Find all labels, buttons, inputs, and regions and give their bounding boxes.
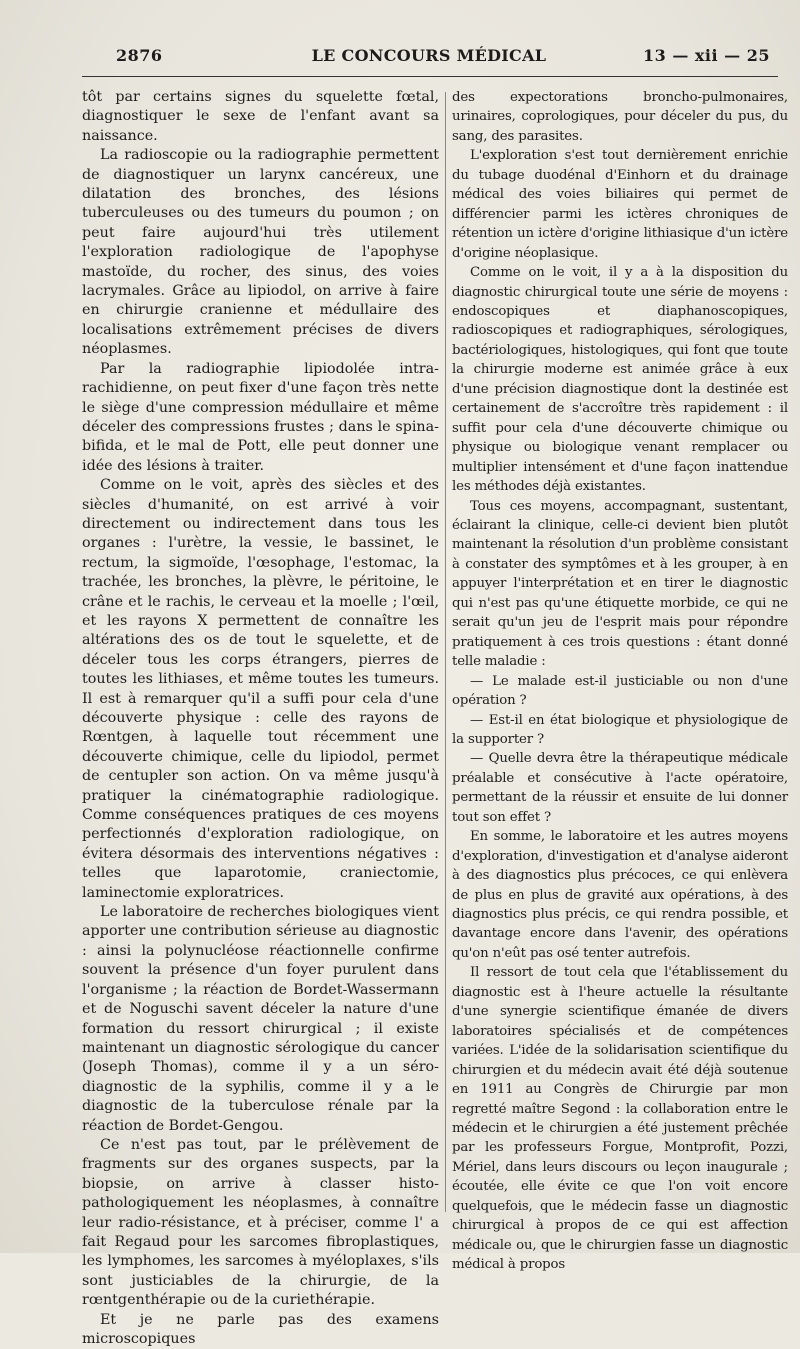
paragraph: tôt par certains signes du squelette fœtal, diagnostiquer le sexe de l'enfant avant sa naissance. (82, 89, 439, 144)
header-rule (82, 76, 778, 77)
paragraph: Tous ces moyens, accompagnant, sustentant, éclairant la clinique, celle-ci devient bien plutôt maintenant la résolution d'un problème consistant à constater des symptômes et à les grouper, à en appuyer l'interprétation et en tirer le diagnostic qui n'est pas qu'une étiquette morbide, ce qui ne serait qu'un jeu de l'esprit mais pour répondre pratiquement à ces trois questions : étant donné telle maladie : (452, 498, 788, 670)
paragraph: — Quelle devra être la thérapeutique médicale préalable et consécutive à l'acte opératoire, permettant de la réussir et ensuite de lui donner tout son effet ? (452, 751, 788, 825)
journal-title: LE CONCOURS MÉDICAL (311, 46, 547, 65)
paragraph: Ce n'est pas tout, par le prélèvement de fragments sur des organes suspects, par la biopsie, on arrive à classer histo-pathologiquement les néoplasmes, à connaître leur radio-résistance, et à préciser, comme l' a fait Regaud pour les sarcomes fibroplastiques, les lymphomes, les sarcomes à myéloplaxes, s'ils sont justiciables de la chirurgie, de la rœntgenthérapie ou de la curiethérapie. (82, 1136, 439, 1309)
paragraph: des expectorations broncho-pulmonaires, urinaires, coprologiques, pour déceler du pus, du sang, des parasites. (452, 90, 788, 144)
paragraph: Le laboratoire de recherches biologiques vient apporter une contribution sérieuse au diagnostic : ainsi la polynucléose réactionnelle confirme souvent la présence d'un foyer purulent dans l'organisme ; la réaction de Bordet-Wassermann et de Noguschi savent déceler la nature d'une formation du ressort chirurgical ; il existe maintenant un diagnostic sérologique du cancer (Joseph Thomas), comme il y a un séro-diagnostic de la syphilis, comme il y a le diagnostic de la tuberculose rénale par la réaction de Bordet-Gengou. (82, 904, 439, 1134)
paragraph: Comme on le voit, après des siècles et des siècles d'humanité, on est arrivé à voir directement ou indirectement dans tous les organes : l'urètre, la vessie, le bassinet, le rectum, la sigmoïde, l'œsophage, l'estomac, la trachée, les bronches, la plèvre, le péritoine, le crâne et le rachis, le cerveau et la moelle ; l'œil, et les rayons X permettent de connaître les altérations des os de tout le squelette, et de déceler tous les corps étrangers, pierres de toutes les lithiases, et même toutes les tumeurs. Il est à remarquer qu'il a suffi pour cela d'une découverte physique : celle des rayons de Rœntgen, à laquelle tout récemment une découverte chimique, celle du lipiodol, permet de centupler son action. On va même jusqu'à pratiquer la cinématographie radiologique. Comme conséquences pratiques de ces moyens perfectionnés d'exploration radiologique, on évitera désormais des interventions négatives : telles que laparotomie, craniectomie, laminectomie exploratrices. (82, 477, 439, 901)
column-divider (445, 92, 446, 1212)
right-column (452, 88, 788, 1275)
paragraph: En somme, le laboratoire et les autres moyens d'exploration, d'investigation et d'analyse aideront à des diagnostics plus précoces, ce qui enlèvera de plus en plus de gravité aux opérations, à des diagnostics plus précis, ce qui rendra possible, et davantage encore dans l'avenir, des opérations qu'on n'eût pas osé tenter autrefois. (452, 829, 788, 961)
page-header (62, 46, 776, 74)
paragraph: L'exploration s'est tout dernièrement enrichie du tubage duodénal d'Einhorn et du drainage médical des voies biliaires qui permet de différencier parmi les ictères chroniques de rétention un ictère d'origine lithiasique d'un ictère d'origine néoplasique. (452, 148, 788, 261)
paragraph: — Est-il en état biologique et physiologique de la supporter ? (452, 712, 788, 747)
paragraph: Par la radiographie lipiodolée intra-rachidienne, on peut fixer d'une façon très nette le siège d'une compression médullaire et même déceler des compressions frustes ; dans le spina-bifida, et le mal de Pott, elle peut donner une idée des lésions à traiter. (82, 360, 439, 474)
paragraph: Il ressort de tout cela que l'établissement du diagnostic est à l'heure actuelle la résultante d'une synergie scientifique émanée de divers laboratoires spécialisés et de compétences variées. L'idée de la solidarisation scientifique du chirurgien et du médecin avait été déjà soutenue en 1911 au Congrès de Chirurgie par mon regretté maître Segond : la collaboration entre le médecin et le chirurgien a été justement prêchée par les professeurs Forgue, Montprofit, Pozzi, Mériel, dans leurs discours ou leçon inaugurale ; écoutée, elle évite ce que l'on voit encore quelquefois, que le médecin fasse un diagnostic chirurgical à propos de ce qui est affection médicale ou, que le chirurgien fasse un diagnostic médical à propos (452, 965, 788, 1273)
paragraph: Et je ne parle pas des examens microscopiques (82, 1311, 439, 1347)
left-column (82, 88, 439, 1349)
issue-date: 13 — xii — 25 (642, 46, 770, 65)
paragraph: Comme on le voit, il y a à la disposition du diagnostic chirurgical toute une série de moyens : endoscopiques et diaphanoscopiques, radioscopiques et radiographiques, sérologiques, bactériologiques, histologiques, qui font que toute la chirurgie moderne est animée grâce à eux d'une précision diagnostique dont la destinée est certainement de s'accroître très rapidement : il suffit pour cela d'une découverte chimique ou physique ou biologique venant remplacer ou multiplier intensément et d'une façon inattendue les méthodes déjà existantes. (452, 265, 788, 495)
page-number: 2876 (116, 46, 163, 65)
paragraph: — Le malade est-il justiciable ou non d'une opération ? (452, 673, 788, 709)
paragraph: La radioscopie ou la radiographie permettent de diagnostiquer un larynx cancéreux, une dilatation des bronches, des lésions tuberculeuses ou des tumeurs du poumon ; on peut faire aujourd'hui très utilement l'exploration radiologique de l'apophyse mastoïde, du rocher, des sinus, des voies lacrymales. Grâce au lipiodol, on arrive à faire en chirurgie cranienne et médullaire des localisations extrêmement précises de divers néoplasmes. (82, 147, 439, 358)
